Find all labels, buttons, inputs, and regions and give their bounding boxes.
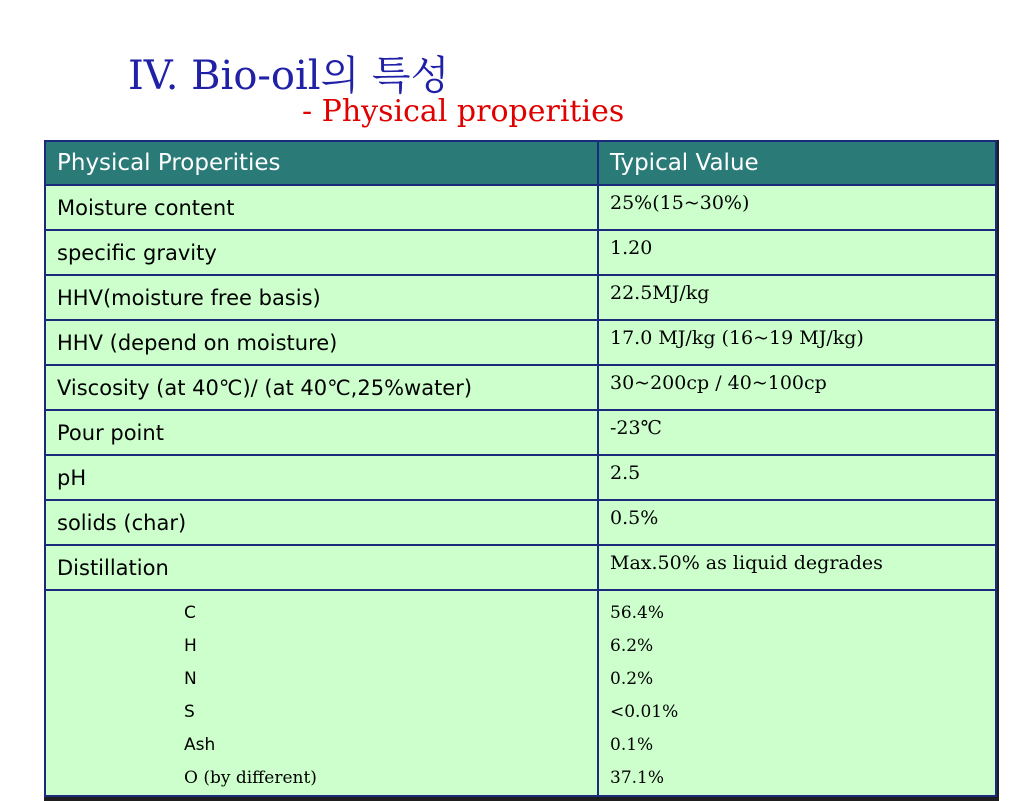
composition-value: 0.2%	[610, 669, 654, 689]
properties-table	[44, 140, 997, 797]
composition-value: 6.2%	[610, 636, 654, 656]
table-header-row	[45, 141, 996, 185]
table-row	[45, 365, 996, 410]
value-cell: 17.0 MJ/kg (16~19 MJ/kg)	[598, 320, 996, 365]
property-cell: pH	[45, 455, 598, 500]
composition-value-list	[610, 597, 995, 795]
table-row	[45, 185, 996, 230]
property-cell: Viscosity (at 40℃)/ (at 40℃,25%water)	[45, 365, 598, 410]
property-cell: Distillation	[45, 545, 598, 590]
property-cell: Moisture content	[45, 185, 598, 230]
composition-element: N	[184, 669, 197, 689]
composition-value: 37.1%	[610, 768, 665, 788]
table-row	[45, 320, 996, 365]
composition-value: 56.4%	[610, 603, 665, 623]
value-cell: Max.50% as liquid degrades	[598, 545, 996, 590]
value-cell: 30~200cp / 40~100cp	[598, 365, 996, 410]
value-cell: 1.20	[598, 230, 996, 275]
property-cell: HHV (depend on moisture)	[45, 320, 598, 365]
composition-element: H	[184, 636, 197, 656]
properties-table-container	[44, 140, 999, 801]
property-cell: Pour point	[45, 410, 598, 455]
value-cell: -23℃	[598, 410, 996, 455]
composition-element: C	[184, 603, 196, 623]
table-row	[45, 410, 996, 455]
header-property: Physical Properities	[45, 141, 598, 185]
table-row	[45, 455, 996, 500]
composition-value: <0.01%	[610, 702, 679, 722]
property-cell: solids (char)	[45, 500, 598, 545]
composition-values-cell	[598, 590, 996, 796]
slide-title: IV. Bio-oil의 특성	[128, 53, 450, 99]
table-row	[45, 545, 996, 590]
composition-element: S	[184, 702, 195, 722]
composition-element: O (by different)	[184, 768, 317, 788]
composition-value: 0.1%	[610, 735, 654, 755]
table-row	[45, 230, 996, 275]
value-cell: 0.5%	[598, 500, 996, 545]
value-cell: 2.5	[598, 455, 996, 500]
slide-subtitle: - Physical properities	[302, 94, 625, 129]
property-cell: specific gravity	[45, 230, 598, 275]
value-cell: 25%(15~30%)	[598, 185, 996, 230]
value-cell: 22.5MJ/kg	[598, 275, 996, 320]
property-cell: HHV(moisture free basis)	[45, 275, 598, 320]
composition-element: Ash	[184, 735, 216, 755]
header-value: Typical Value	[598, 141, 996, 185]
composition-element-list	[57, 597, 597, 795]
composition-elements-cell	[45, 590, 598, 796]
composition-row	[45, 590, 996, 796]
table-row	[45, 500, 996, 545]
table-row	[45, 275, 996, 320]
